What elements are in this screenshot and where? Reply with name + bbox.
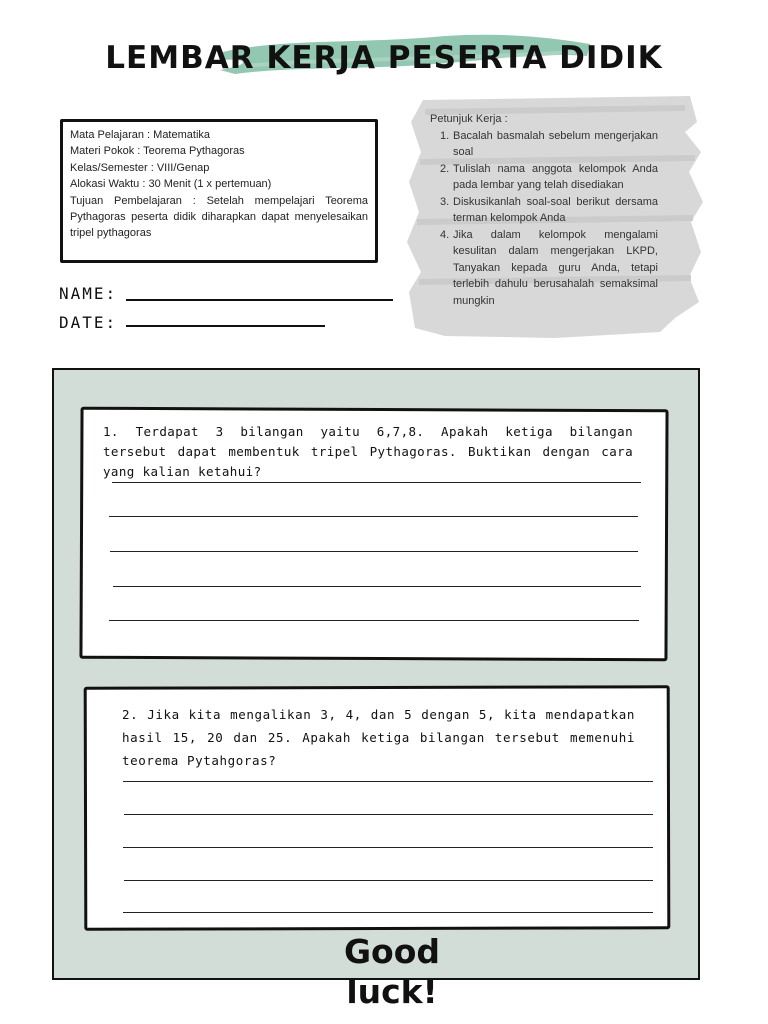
- answer-line[interactable]: [109, 516, 638, 517]
- instruction-item: 4. Jika dalam kelompok mengalami kesulitan dalam mengerjakan LKPD, Tanyakan kepada guru Anda, tetapi terlebih dahulu berusahalah semaksimal mungkin: [440, 228, 658, 307]
- answer-line[interactable]: [110, 551, 638, 552]
- answer-line[interactable]: [124, 880, 653, 881]
- instruction-item: 2. Tulislah nama anggota kelompok Anda pada lembar yang telah disediakan: [440, 162, 658, 191]
- answer-line[interactable]: [123, 912, 653, 913]
- answer-line[interactable]: [123, 847, 653, 848]
- info-objective: Tujuan Pembelajaran : Setelah mempelajari Teorema Pythagoras peserta didik diharapkan dapat menyelesaikan tripel pythagoras: [70, 194, 368, 240]
- name-input-line[interactable]: [126, 299, 393, 301]
- info-subject: Mata Pelajaran : Matematika: [70, 129, 211, 141]
- lesson-info-box: [60, 119, 378, 263]
- instructions-list: [430, 128, 658, 310]
- instruction-item: 1. Bacalah basmalah sebelum mengerjakan soal: [440, 129, 658, 158]
- page-title: LEMBAR KERJA PESERTA DIDIK: [105, 40, 663, 76]
- answer-line[interactable]: [112, 482, 641, 483]
- work-instructions: [430, 111, 658, 309]
- good-luck-text: Good luck!: [343, 932, 441, 1011]
- answer-line[interactable]: [123, 781, 653, 782]
- question-2-text: 2. Jika kita mengalikan 3, 4, dan 5 dengan 5, kita mendapatkan hasil 15, 20 dan 25. Apakah ketiga bilangan tersebut memenuhi teorema Pytahgoras?: [122, 707, 635, 768]
- date-input-line[interactable]: [126, 325, 325, 327]
- answer-line[interactable]: [124, 814, 653, 815]
- instructions-heading: Petunjuk Kerja :: [430, 113, 508, 125]
- name-label: NAME:: [59, 284, 118, 303]
- answer-line[interactable]: [113, 586, 641, 587]
- info-topic: Materi Pokok : Teorema Pythagoras: [70, 145, 245, 158]
- question-1-text: 1. Terdapat 3 bilangan yaitu 6,7,8. Apakah ketiga bilangan tersebut dapat membentuk tripel Pythagoras. Buktikan dengan cara yang kalian ketahui?: [103, 424, 633, 479]
- info-class: Kelas/Semester : VIII/Genap: [70, 161, 210, 174]
- date-label: DATE:: [59, 313, 118, 332]
- info-time: Alokasi Waktu : 30 Menit (1 x pertemuan): [70, 178, 272, 191]
- answer-line[interactable]: [109, 620, 639, 621]
- instruction-item: 3. Diskusikanlah soal-soal berikut dersama terman kelompok Anda: [440, 195, 658, 224]
